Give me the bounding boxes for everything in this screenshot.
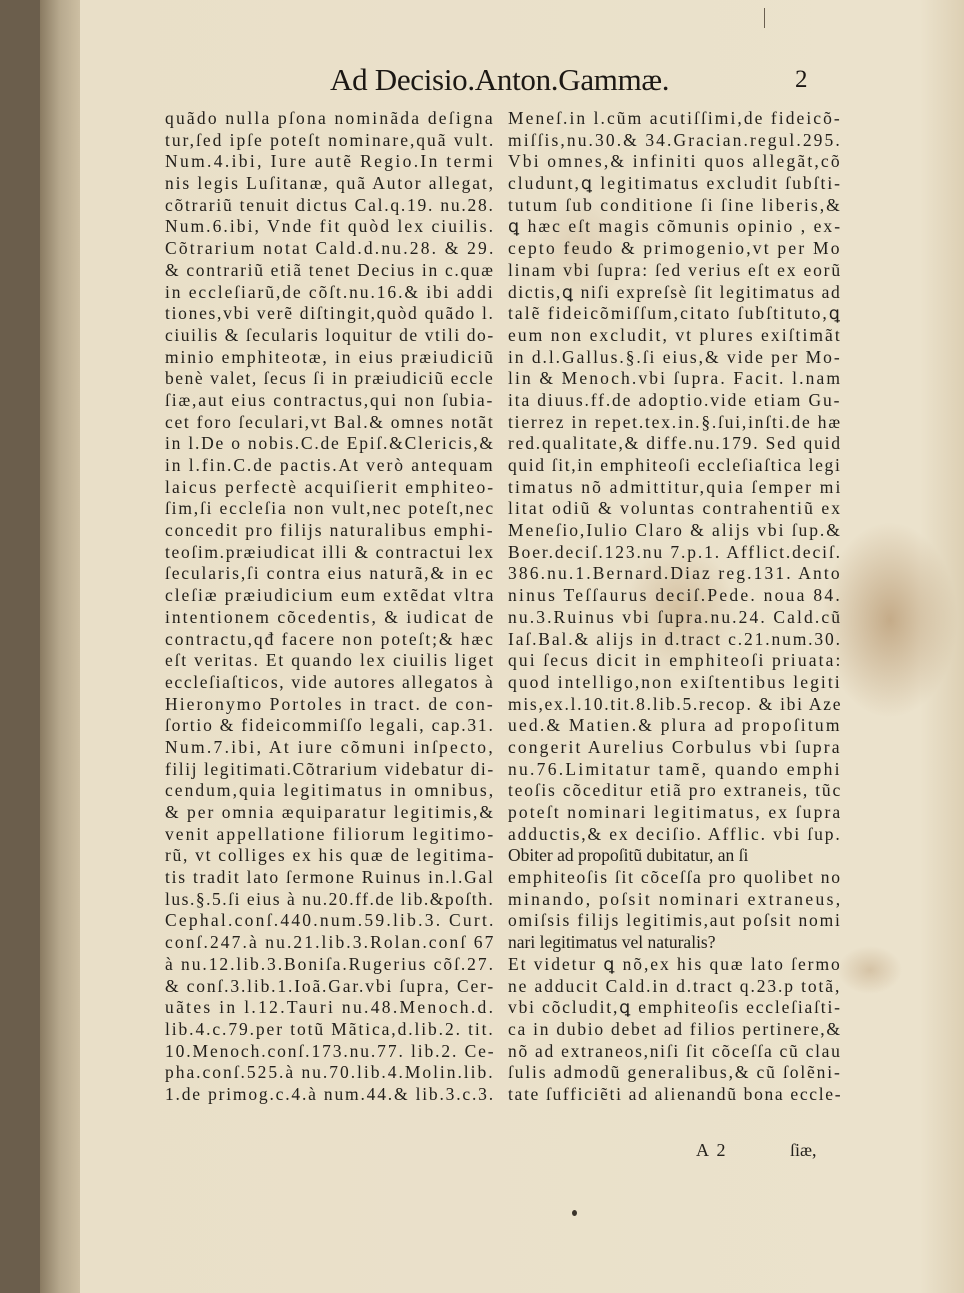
text-line: 1.de primog.c.4.à num.44.& lib.3.c.3. — [165, 1083, 495, 1104]
text-line: lus.§.5.ſi eius à nu.20.ff.de lib.&poſth. — [165, 888, 495, 909]
text-line: emphiteoſis ſit cõceſſa pro quolibet no — [508, 867, 842, 888]
text-line: 10.Menoch.conſ.173.nu.77. lib.2. Ce- — [165, 1040, 496, 1061]
text-line: tiones,vbi verẽ diſtingit,quòd quãdo l. — [165, 303, 495, 324]
text-line: ciuilis & ſecularis loquitur de vtili do- — [165, 324, 495, 345]
text-line: in l.fin.C.de pactis.At verò antequam — [165, 455, 495, 475]
text-line: teoſis cõceditur etiã pro extraneis, tũc — [508, 780, 842, 801]
text-line: concedit pro filijs naturalibus emphi- — [165, 520, 495, 541]
text-line: & per omnia æquiparatur legitimis,& — [165, 802, 496, 822]
running-title: Ad Decisio.Anton.Gammæ. — [330, 62, 670, 97]
text-line: eſt veritas. Et quando lex ciuilis liget — [165, 650, 495, 671]
text-line: cepto feudo & primogenio,vt per Mo — [508, 238, 842, 259]
text-line: lin & Menoch.vbi ſupra. Facit. l.nam — [508, 368, 843, 389]
text-line: tate ſufficiẽti ad alienandũ bona eccle- — [508, 1083, 843, 1104]
text-line: cludunt,ꝗ legitimatus excludit ſubſti- — [508, 173, 843, 194]
binding-gutter — [40, 0, 80, 1293]
text-line: red.qualitate,& diffe.nu.179. Sed quid — [508, 433, 842, 454]
text-line: quid ſit,in emphiteoſi eccleſiaſtica legi — [508, 455, 842, 475]
text-line: in d.l.Gallus.§.ſi eius,& vide per Mo- — [508, 346, 842, 367]
text-line: litat odiũ & voluntas contrahentiũ ex — [508, 498, 843, 519]
text-line: miſſis,nu.30.& 34.Gracian.regul.295. — [508, 129, 842, 150]
text-line: ſortio & fideicommiſſo legali, cap.31. — [165, 715, 495, 736]
text-line: & contrariũ etiã tenet Decius in c.quæ — [165, 259, 495, 280]
text-line: quod intelligo,non exiſtentibus legiti — [508, 671, 842, 692]
text-line: Meneſio,Iulio Claro & alijs vbi ſup.& — [508, 520, 842, 541]
text-line: tutum ſub conditione ſi ſine liberis,& — [508, 194, 842, 215]
text-line: rũ, vt colliges ex his quæ de legitima- — [165, 845, 496, 866]
text-line: lib.4.c.79.per totũ Mãtica,d.lib.2. tit. — [165, 1018, 495, 1039]
left-text-column — [165, 108, 496, 1106]
text-line: talẽ fideicõmiſſum,citato ſubſtituto,ꝗ — [508, 303, 842, 324]
text-line: ſim,ſi eccleſia non vult,nec poteſt,nec — [165, 498, 495, 519]
folio-number: 2 — [795, 66, 808, 93]
text-line: omiſsis filijs legitimis,aut poſsit nomi — [508, 910, 842, 931]
text-line: cendum,quia legitimatus in omnibus, — [165, 780, 496, 801]
text-line: eccleſiaſticos, vide autores allegatos à — [165, 671, 495, 692]
text-line: intentionem cõcedentis, & iudicat de — [165, 606, 496, 627]
text-line: qui ſecus dicit in emphiteoſi priuata: — [508, 650, 843, 671]
text-line: cõtrariũ tenuit dictus Cal.q.19. nu.28. — [165, 194, 495, 215]
text-line: ita diuus.ff.de adoptio.vide etiam Gu- — [508, 389, 842, 410]
text-line: nu.76.Limitatur tamẽ, quando emphi — [508, 758, 842, 779]
text-line: ninus Teſſaurus deciſ.Pede. noua 84. — [508, 585, 842, 606]
text-line: à nu.12.lib.3.Boniſa.Rugerius cõſ.27. — [165, 953, 495, 974]
text-line: Et videtur ꝗ nõ,ex his quæ lato ſermo — [508, 953, 842, 974]
page-mark — [764, 8, 765, 28]
text-line: vbi cõcludit,ꝗ emphiteoſis eccleſiaſti- — [508, 997, 842, 1018]
page-footer — [0, 1140, 964, 1170]
text-line: poteſt nominari legitimatus, ex ſupra — [508, 802, 843, 822]
text-line: laicus perfectè acquiſierit emphiteo- — [165, 476, 496, 497]
text-line: mis,ex.l.10.tit.8.lib.5.recop. & ibi Aze — [508, 693, 843, 714]
text-line: dictis,ꝗ niſi expreſsè ſit legitimatus ad — [508, 281, 842, 302]
text-line: contractu,qđ facere non poteſt;& hæc — [165, 628, 495, 649]
text-line: ne adducit Cald.in d.tract q.23.p totã, — [508, 975, 842, 996]
text-line: Iaſ.Bal.& alijs in d.tract c.21.num.30. — [508, 628, 842, 649]
text-line: minando, poſsit nominari extraneus, — [508, 888, 843, 909]
text-line: Vbi omnes,& infiniti quos allegãt,cõ — [508, 151, 842, 172]
text-line: 386.nu.1.Bernard.Diaz reg.131. Anto — [508, 563, 842, 584]
catchword: ſiæ, — [790, 1140, 817, 1160]
text-line: ued.& Matien.& plura ad propoſitum — [508, 715, 842, 736]
text-line: nu.3.Ruinus vbi ſupra.nu.24. Cald.cũ — [508, 606, 843, 627]
text-line: ſiæ,aut eius contractus,qui non ſubia- — [165, 389, 495, 410]
text-line: adductis,& ex deciſio. Afflic. vbi ſup. — [508, 823, 842, 844]
text-line: timatus nõ admittitur,quia ſemper mi — [508, 476, 843, 497]
signature-mark: A 2 — [696, 1140, 728, 1160]
text-line: conſ.247.à nu.21.lib.3.Rolan.conſ 67 — [165, 932, 496, 953]
text-line: pha.conſ.525.à nu.70.lib.4.Molin.lib. — [165, 1062, 495, 1083]
text-line: teoſim.præiudicat illi & contractui lex — [165, 541, 495, 562]
text-line: filij legitimati.Cõtrarium videbatur di- — [165, 758, 495, 779]
text-line: in eccleſiarũ,de cõſt.nu.16.& ibi addi — [165, 281, 495, 302]
text-line: Cephal.conſ.440.num.59.lib.3. Curt. — [165, 910, 496, 931]
text-line: & conſ.3.lib.1.Ioã.Gar.vbi ſupra, Cer- — [165, 975, 496, 996]
text-line: ꝗ hæc eſt magis cõmunis opinio , ex- — [508, 216, 843, 237]
text-line: venit appellatione filiorum legitimo- — [165, 823, 496, 844]
text-line: ca in dubio debet ad filios pertinere,& — [508, 1018, 842, 1039]
text-line: benè valet, ſecus ſi in præiudiciũ eccle — [165, 368, 495, 389]
text-line: Num.4.ibi, Iure autẽ Regio.In termi — [165, 151, 496, 172]
text-line: Boer.deciſ.123.nu 7.p.1. Afflict.deciſ. — [508, 541, 842, 562]
text-line: nari legitimatus vel naturalis? — [508, 932, 716, 953]
text-line: tierrez in repet.tex.in.§.ſui,inſti.de hæ — [508, 411, 842, 432]
text-line: ſulis admodũ generalibus,& cũ ſolẽni- — [508, 1062, 842, 1083]
text-line: Num.7.ibi, At iure cõmuni inſpecto, — [165, 736, 495, 757]
text-line: Hieronymo Portoles in tract. de con- — [165, 693, 495, 714]
text-line: congerit Aurelius Corbulus vbi ſupra — [508, 736, 842, 757]
text-line: Cõtrarium notat Cald.d.nu.28. & 29. — [165, 238, 496, 259]
ink-dot — [572, 1210, 577, 1216]
text-line: quãdo nulla pſona nominãda deſigna — [165, 108, 495, 128]
text-line: eum non excludit, vt plures exiſtimãt — [508, 324, 842, 345]
text-line: tur,ſed ipſe poteſt nominare,quã vult. — [165, 129, 496, 150]
text-line: tis tradit lato ſermone Ruinus in.l.Gal — [165, 867, 495, 888]
text-line: nis legis Luſitanæ, quã Autor allegat, — [165, 173, 495, 194]
text-line: uãtes in l.12.Tauri nu.48.Menoch.d. — [165, 997, 496, 1018]
text-line: minio emphiteotæ, in eius præiudiciũ — [165, 346, 495, 367]
text-line: Meneſ.in l.cũm acutiſſimi,de fideicõ- — [508, 108, 842, 128]
text-line: Obiter ad propoſitũ dubitatur, an ſi — [508, 845, 749, 866]
text-line: cet foro ſeculari,vt Bal.& omnes notãt — [165, 411, 495, 432]
text-line: nõ ad extraneos,niſi ſit cõceſſa cũ clau — [508, 1040, 842, 1061]
text-line: linam vbi ſupra: ſed verius eſt ex eorũ — [508, 259, 842, 280]
page-header — [0, 62, 964, 106]
right-text-column — [508, 108, 843, 1106]
text-line: in l.De o nobis.C.de Epiſ.&Clericis,& — [165, 433, 495, 454]
text-line: cleſiæ præiudicium eum extẽdat vltra — [165, 585, 496, 606]
text-line: ſecularis,ſi contra eius naturã,& in ec — [165, 563, 495, 584]
text-line: Num.6.ibi, Vnde fit quòd lex ciuilis. — [165, 216, 496, 237]
